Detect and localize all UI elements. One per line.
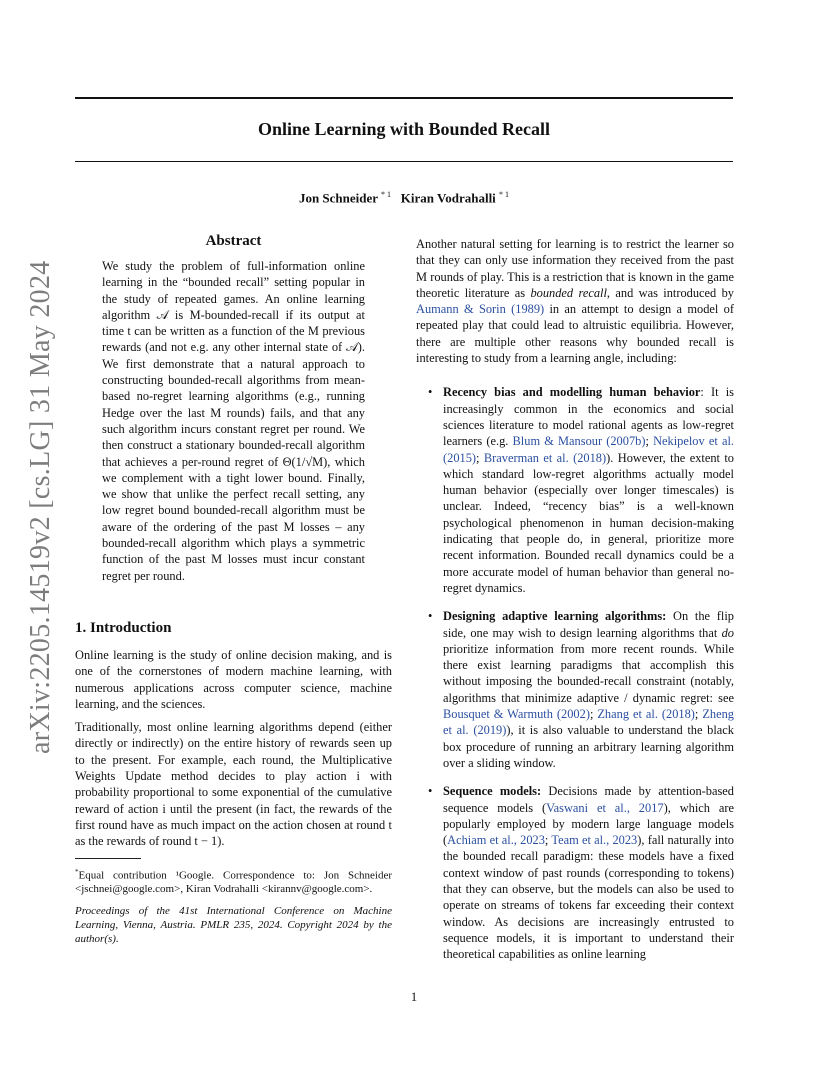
footnote-proceedings [75, 904, 392, 946]
abstract-heading: Abstract [205, 233, 262, 249]
intro-paragraph-1: Online learning is the study of online decision making, and is one of the cornerstones of modern machine learning, with numerous applications across computer science, machine learning, and the sciences. [75, 647, 392, 711]
text-run: ; [645, 434, 654, 449]
author-marks: * 1 [381, 190, 392, 199]
author-name: Jon Schneider [298, 190, 378, 206]
title-bottom-rule [75, 161, 733, 162]
emphasis: do [721, 625, 734, 640]
author-name: Kiran Vodrahalli [400, 190, 496, 206]
text-run: It is increasingly common in the economics and social sciences literature to model rational agents as low-regret learners (e.g. [443, 385, 735, 449]
bullet-icon: • [428, 609, 433, 624]
citation-link[interactable]: Achiam et al., 2023 [447, 833, 545, 848]
motivation-list [416, 384, 734, 962]
citation-link[interactable]: Zheng et al. (2019) [443, 707, 734, 738]
citation-link[interactable]: Bousquet & Warmuth (2002) [443, 707, 590, 722]
text-run: ; [476, 450, 484, 465]
right-paragraph-1 [416, 236, 734, 366]
text-run: : [700, 385, 704, 400]
bullet-icon: • [428, 784, 433, 799]
text-run: in an attempt to design a model of repeated play that could lead to altruistic equilibria. However, there are multiple other reasons why bounded recall is interesting to study from a learning angle, including: [416, 302, 734, 366]
text-run: ), fall naturally into the bounded recall paradigm: these models have a fixed context window of past rounds (corresponding to tokens) that they can observe, but the models can also be used to operate on streams of tokens far exceeding their context window. As decisions are increasingly entrusted to sequence models, it is important to understand their theoretical capabilities as online learning [443, 833, 734, 962]
bullet-heading: Recency bias and modelling human behavior [443, 385, 701, 400]
text-run: Decisions made by attention-based sequence models ( [443, 784, 734, 815]
text-run: ), it is also valuable to understand the black box procedure of running an arbitrary learning algorithm over a sliding window. [443, 723, 734, 770]
bullet-heading: Sequence models: [443, 784, 542, 799]
author-line [75, 190, 733, 206]
text-run: ; [589, 707, 598, 722]
right-column [416, 236, 734, 974]
citation-link[interactable]: Blum & Mansour (2007b) [512, 434, 646, 449]
text-run: ). However, the extent to which standard low-regret algorithms actually model human behavior (especially over longer timescales) is unclear. Indeed, “recency bias” is a well-known psychological phenomenon in human decision-making indicating that people do, in general, prioritize more recent information. Bounded recall dynamics could be a more accurate model of human behavior than general no-regret dynamics. [443, 450, 734, 595]
text-run: ; [544, 833, 552, 848]
paper-title: Online Learning with Bounded Recall [257, 119, 551, 139]
author-marks: * 1 [499, 190, 510, 199]
bullet-icon: • [428, 385, 433, 400]
footnote-contribution [75, 865, 392, 897]
text-run: Another natural setting for learning is to restrict the learner so that they can only use information they received from the past M rounds of play. This is a restriction that is known in the game theoretic literature as [416, 237, 734, 300]
footnote-rule [75, 858, 141, 859]
list-item [416, 384, 734, 596]
emphasis: bounded recall [530, 285, 607, 300]
citation-link[interactable]: Zhang et al. (2018) [597, 707, 695, 722]
citation-link[interactable]: Braverman et al. (2018) [483, 450, 607, 465]
footnote-contribution-text: Equal contribution ¹Google. Correspondence to: Jon Schneider <jschnei@google.com>, Kiran Vodrahalli <kirannv@google.com>. [75, 869, 392, 896]
page-number: 1 [410, 990, 418, 1004]
bullet-heading: Designing adaptive learning algorithms: [443, 609, 667, 624]
footnote-proceedings-text: Proceedings of the 41st International Conference on Machine Learning, Vienna, Austria. PMLR 235, 2024. Copyright 2024 by the author(s). [75, 905, 392, 946]
citation-link[interactable]: Vaswani et al., 2017 [546, 800, 664, 815]
list-item [416, 783, 734, 962]
arxiv-stamp: arXiv:2205.14519v2 [cs.LG] 31 May 2024 [25, 260, 56, 754]
citation-link[interactable]: Nekipelov et al. (2015) [443, 434, 734, 465]
left-column [75, 233, 392, 954]
footnote-star: * [75, 867, 79, 876]
text-run: , and was introduced by [606, 285, 734, 300]
text-run: prioritize information from more recent rounds. While there exist learning paradigms that accomplish this without imposing the bounded-recall constraint (notably, algorithms that minimize adaptive / dynamic regret: see [443, 641, 734, 705]
citation-link[interactable]: Team et al., 2023 [551, 833, 638, 848]
list-item [416, 608, 734, 771]
intro-paragraph-2: Traditionally, most online learning algorithms depend (either directly or indirectly) on the entire history of rewards seen up to the present. For example, each round, the Multiplicative Weights Update method decides to play action i with probability proportional to some exponential of the cumulative reward of action i until the present (in fact, the rewards of the first round have as much impact on the action chosen at round t as the rewards of round t − 1). [75, 720, 392, 849]
text-run: ; [694, 707, 703, 722]
intro-heading: 1. Introduction [75, 619, 172, 636]
text-run: ), which are popularly employed by modern large language models ( [443, 800, 734, 848]
abstract-text: We study the problem of full-information online learning in the “bounded recall” setting popular in the study of repeated games. An online learning algorithm 𝒜 is M-bounded-recall if its output at time t can be written as a function of the M previous rewards (and not e.g. any other internal state of 𝒜). We first demonstrate that a natural approach to constructing bounded-recall algorithms from mean-based no-regret learning algorithms (e.g., running Hedge over the last M rounds) fails, and that any such algorithm incurs constant regret per round. We then construct a stationary bounded-recall algorithm that achieves a per-round regret of Θ(1/√M), which we complement with a tight lower bound. Finally, we show that unlike the perfect recall setting, any low regret bound bounded-recall algorithm must be aware of the ordering of the past M losses – any bounded-recall algorithm which plays a symmetric function of the past M losses must incur constant regret per round. [102, 259, 365, 583]
title-top-rule [75, 97, 733, 99]
text-run: On the flip side, one may wish to design learning algorithms that [443, 609, 734, 640]
citation-link[interactable]: Aumann & Sorin (1989) [416, 302, 545, 317]
